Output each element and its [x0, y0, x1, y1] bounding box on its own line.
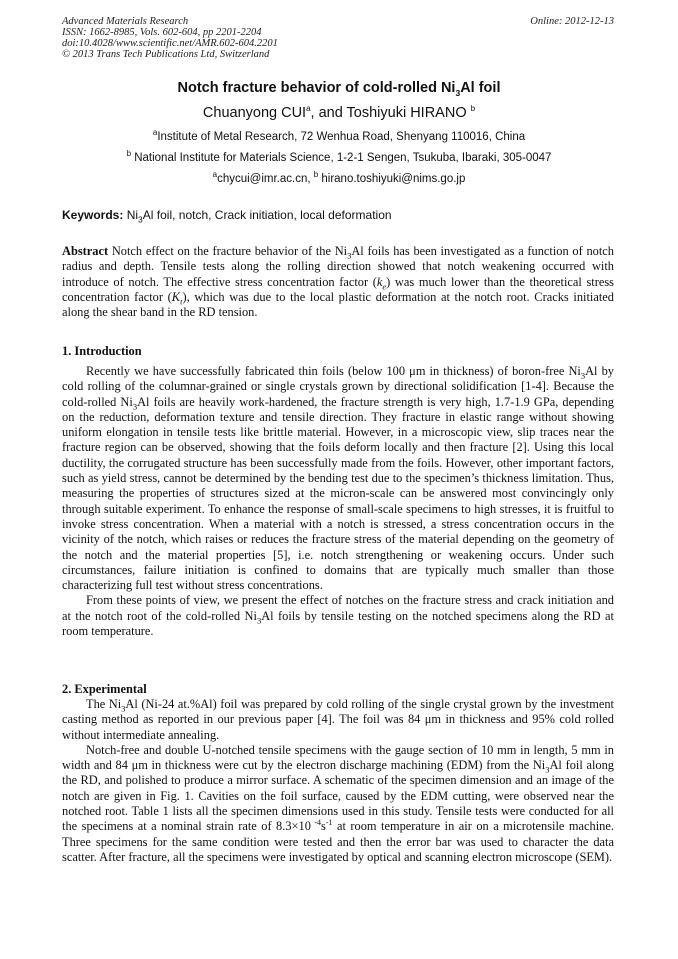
keywords-label: Keywords:	[62, 208, 124, 222]
abstract-label: Abstract	[62, 244, 109, 258]
text: s	[320, 819, 326, 834]
affiliation-text: Institute of Metal Research, 72 Wenhua Road, Shenyang 110016, China	[157, 131, 526, 143]
keywords-text: Al foil, notch, Crack initiation, local deformation	[142, 208, 392, 222]
paper-title	[0, 80, 678, 96]
abstract-text: Notch effect on the fracture behavior of the Ni	[108, 244, 348, 258]
affiliation-text: National Institute for Materials Science, 1-2-1 Sengen, Tsukuba, Ibaraki, 305-0047	[131, 152, 552, 164]
keywords-text: Ni	[123, 208, 139, 222]
subscript: t	[180, 296, 183, 307]
affiliation-b	[0, 149, 678, 164]
superscript: -4	[310, 818, 321, 828]
subscript: 3	[256, 615, 262, 626]
author-name: , and Toshiyuki HIRANO	[310, 105, 471, 121]
introduction-body	[62, 364, 614, 639]
affiliation-marker: b	[126, 149, 132, 159]
text: Al foil along the RD, and polished to produce a mirror surface. A schematic of the specimen dimension and an image of the notch are given in Fig. 1. Cavities on the foil surface, caused by the EDM cutting, were observed near the notched root. Table 1 lists all the specimen dimensions used in this study. Tensile tests were conducted for all the specimens at a nominal strain rate of 8.3×10	[62, 758, 614, 834]
text: Notch-free and double U-notched tensile specimens with the gauge section of 10 mm in length, 5 mm in width and 84 μm in thickness were cut by the electron discharge machining (EDM) from the Ni	[62, 742, 614, 773]
text: The Ni	[86, 697, 122, 711]
author-list	[0, 105, 678, 121]
online-date: Online: 2012-12-13	[530, 16, 614, 27]
paragraph	[62, 593, 614, 639]
text: Al foils by tensile testing on the notched specimens along the RD at room temperature.	[62, 608, 614, 639]
paragraph	[62, 697, 614, 743]
email-line	[0, 170, 678, 185]
text: From these points of view, we present the effect of notches on the fracture stress and crack initiation and at the notch root of the cold-rolled Ni	[62, 593, 614, 623]
author-superscript: a	[306, 104, 311, 114]
doi-link[interactable]: doi:10.4028/www.scientific.net/AMR.602-604.2201	[62, 38, 278, 49]
subscript: 3	[121, 703, 126, 714]
issn-line: ISSN: 1662-8985, Vols. 602-604, pp 2201-2204	[62, 27, 262, 38]
title-text: Notch fracture behavior of cold-rolled Ni	[177, 80, 456, 96]
email-marker: b	[313, 170, 319, 180]
email-marker: a	[212, 170, 218, 180]
author-name: Chuanyong CUI	[202, 105, 307, 121]
subscript: e	[382, 281, 387, 292]
paragraph	[62, 364, 614, 593]
subscript: 3	[347, 250, 352, 261]
text: Al by cold rolling of the columnar-grained or single crystals grown by directional solidification [1-4]. Because the cold-rolled Ni	[62, 364, 614, 409]
superscript: -1	[325, 818, 333, 828]
symbol: K	[171, 289, 181, 304]
section-heading-experimental: 2. Experimental	[62, 682, 147, 696]
text: Al foils are heavily work-hardened, the fracture strength is very high, 1.7-1.9 GPa, depending on the reduction, deformation texture and tensile direction. They fracture in elastic range without showing uniform elongation in tensile tests like brittle material. However, in a microscopic view, slip traces near the fracture region can be observed, showing that the foils deform locally and then fracture [2]. Using this local ductility, the corrugated structure has been successfully made from the foils. However, other important factors, such as yield stress, cannot be determined by the bending test due to the specimen’s thickness limitation. Thus, measuring the properties of structures sized at the micron-scale can be answered most convincingly only through suitable experiment. To enhance the response of small-scale specimens to high stresses, it is fruitful to invoke stress concentration. When a material with a notch is stressed, a stress concentration occurs in the vicinity of the notch, which raises or reduces the fracture stress of the material depending on the geometry of the notch and the material properties [5], i.e. notch strengthening or weakening occurs. Under such circumstances, failure initiation is confined to domains that are typically much smaller than those characterizing full test without stress concentrations.	[62, 394, 614, 593]
text: Al (Ni-24 at.%Al) foil was prepared by cold rolling of the single crystal grown by the investment casting method as reported in our previous paper [4]. The foil was 84 μm in thickness and 95% cold rolled without intermediate annealing.	[62, 697, 614, 742]
author-superscript: b	[470, 104, 476, 114]
email-link-a[interactable]: chycui@imr.ac.cn,	[217, 173, 314, 185]
text: at room temperature in air on a microtensile machine. Three specimens for the same condition were tested and then the error bar was used to character the data scatter. After fracture, all the specimens were investigated by optical and scanning electron microscope (SEM).	[62, 819, 614, 864]
copyright-line: © 2013 Trans Tech Publications Ltd, Switzerland	[62, 49, 270, 60]
title-subscript: 3	[455, 87, 461, 98]
journal-name: Advanced Materials Research	[62, 16, 189, 27]
keywords	[62, 208, 392, 225]
keywords-subscript: 3	[138, 214, 143, 225]
abstract-text: ), which was due to the local plastic deformation at the notch root. Cracks initiated along the shear band in the RD tension.	[62, 289, 614, 320]
subscript: 3	[132, 401, 138, 412]
abstract-text: ) was much lower than the theoretical stress concentration factor (	[62, 274, 614, 304]
experimental-body	[62, 697, 614, 865]
paragraph	[62, 743, 614, 865]
abstract	[62, 244, 614, 320]
abstract-text: Al foils has been investigated as a function of notch radius and depth. Tensile tests along the rolling direction showed that notch weakening occurred with introduce of notch. The effective stress concentration factor (	[62, 244, 614, 289]
email-link-b[interactable]: hirano.toshiyuki@nims.go.jp	[318, 173, 466, 185]
symbol: k	[376, 274, 383, 289]
title-text-end: Al foil	[460, 80, 501, 96]
section-heading-introduction: 1. Introduction	[62, 344, 142, 358]
affiliation-a	[0, 128, 678, 143]
subscript: 3	[580, 370, 586, 381]
text: Recently we have successfully fabricated thin foils (below 100 μm in thickness) of boron-free Ni	[86, 364, 581, 378]
subscript: 3	[545, 764, 550, 775]
affiliation-marker: a	[152, 128, 158, 138]
